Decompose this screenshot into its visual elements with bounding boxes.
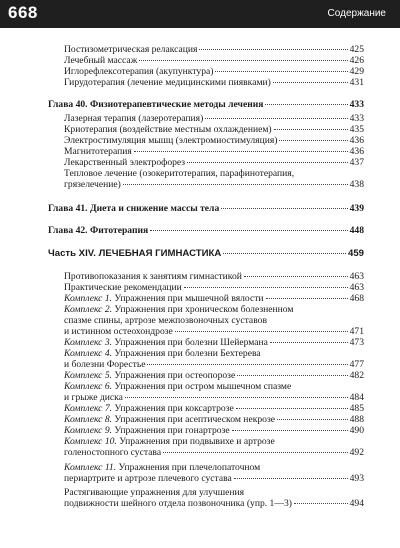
toc-chapter[interactable]: Глава 41. Диета и снижение массы тела 439 [48, 203, 364, 214]
toc-entry[interactable]: и грыже диска 484 [64, 392, 364, 403]
toc-entry[interactable]: Магнитотерапия 436 [64, 146, 364, 157]
toc-entry[interactable]: Комплекс 9. Упражнения при гонартрозе 490 [64, 425, 364, 436]
toc-entry[interactable]: и истинном остеохондрозе 471 [64, 326, 364, 337]
toc-entry[interactable]: Комплекс 1. Упражнения при мышечной вялости 468 [64, 293, 364, 304]
toc-entry[interactable]: Противопоказания к занятиям гимнастикой 463 [64, 271, 364, 282]
toc-entry[interactable]: Постизометрическая релаксация 425 [64, 44, 364, 55]
toc-entry[interactable]: и болезни Форестье 477 [64, 359, 364, 370]
toc-entry[interactable]: Комплекс 8. Упражнения при асептическом некрозе 488 [64, 414, 364, 425]
toc-entry[interactable]: голеностопного сустава 492 [64, 447, 364, 458]
toc-entry-line: Комплекс 6. Упражнения при остром мышечном спазме [64, 381, 292, 392]
toc-entry[interactable]: Иглорефлексотерапия (акупунктура) 429 [64, 66, 364, 77]
toc-entry-line: Растягивающие упражнения для улучшения [64, 487, 245, 498]
toc-entry[interactable]: Практические рекомендации 463 [64, 282, 364, 293]
toc-chapter[interactable]: Глава 42. Фитотерапия 448 [48, 225, 364, 236]
toc-entry[interactable]: Комплекс 7. Упражнения при коксартрозе 485 [64, 403, 364, 414]
toc-entry[interactable]: Комплекс 5. Упражнения при остеопорозе 482 [64, 370, 364, 381]
toc-entry[interactable]: Лазерная терапия (лазеротерапия) 433 [64, 113, 364, 124]
toc-entry[interactable]: Комплекс 3. Упражнения при болезни Шейермана 473 [64, 337, 364, 348]
section-title: Содержание [327, 8, 386, 19]
toc-entry[interactable]: Лекарственный электрофорез 437 [64, 157, 364, 168]
toc-entry-line: Комплекс 11. Упражнения при плечелопаточном [64, 462, 261, 473]
toc-entry[interactable]: Лечебный массаж 426 [64, 55, 364, 66]
toc-part[interactable]: Часть XIV. ЛЕЧЕБНАЯ ГИМНАСТИКА 459 [48, 248, 364, 259]
toc-entry-line: спазме спины, артрозе межпозвоночных суставов [64, 315, 267, 326]
toc-entry-line: Комплекс 2. Упражнения при хроническом болезненном [64, 304, 294, 315]
toc-entry[interactable]: Электростимуляция мышц (электромиостимуляция) 436 [64, 135, 364, 146]
toc-entry[interactable]: периартрите и артрозе плечевого сустава 493 [64, 473, 364, 484]
toc-entry[interactable]: Криотерапия (воздействие местным охлаждением) 435 [64, 124, 364, 135]
toc-entry-line: Тепловое лечение (озокеритотерапия, парафинотерапия, [64, 168, 295, 179]
toc-entry[interactable]: подвижности шейного отдела позвоночника (упр. 1—3) 494 [64, 498, 364, 509]
toc-chapter[interactable]: Глава 40. Физиотерапевтические методы лечения 433 [48, 99, 364, 110]
toc-entry-line: Комплекс 4. Упражнения при болезни Бехтерева [64, 348, 261, 359]
toc-entry-line: Комплекс 10. Упражнения при подвывихе и артрозе [64, 436, 275, 447]
page-header [0, 0, 400, 28]
page-number: 668 [8, 3, 38, 22]
toc-entry[interactable]: Гирудотерапия (лечение медицинскими пиявками) 431 [64, 77, 364, 88]
toc-entry[interactable]: грязелечение) 438 [64, 179, 364, 190]
